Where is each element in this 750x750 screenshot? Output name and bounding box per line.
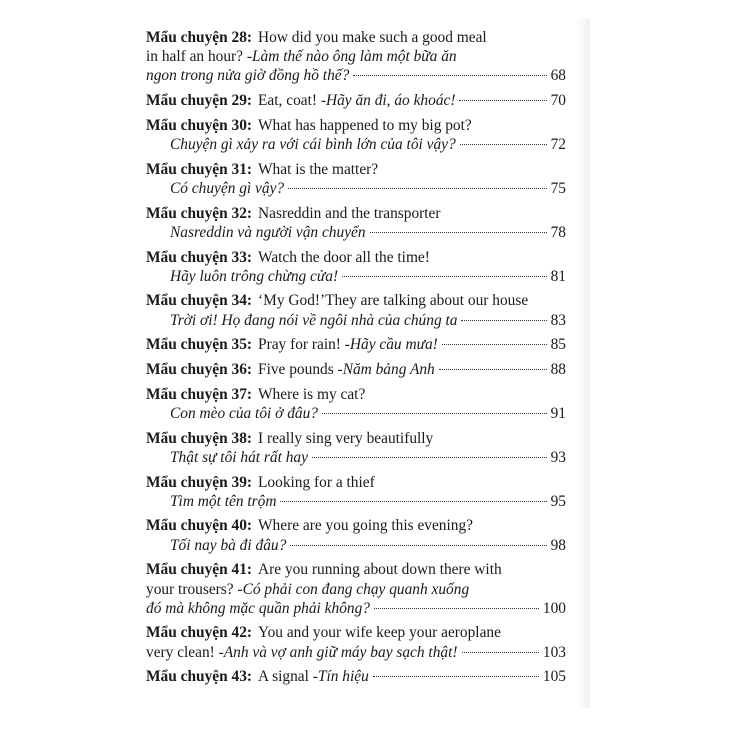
page-number: 103 xyxy=(542,643,566,661)
english-title: Looking for a thief xyxy=(258,473,375,491)
toc-line xyxy=(146,623,566,642)
english-title: very clean! - xyxy=(146,643,224,661)
vietnamese-title: đó mà không mặc quần phải không? xyxy=(146,599,370,617)
toc-entry xyxy=(146,28,566,86)
page-number: 85 xyxy=(550,336,566,354)
page-number: 68 xyxy=(550,67,566,85)
toc-line xyxy=(146,473,566,492)
entry-label: Mẩu chuyện 29: xyxy=(146,92,253,110)
toc-entry xyxy=(146,91,566,110)
english-title: your trousers? - xyxy=(146,580,243,598)
page-number: 83 xyxy=(550,311,566,329)
english-title: What is the matter? xyxy=(258,160,379,178)
dot-leader xyxy=(322,413,547,414)
page-number: 88 xyxy=(550,361,566,379)
english-title: in half an hour? - xyxy=(146,48,252,66)
english-title: Watch the door all the time! xyxy=(258,248,430,266)
toc-entry xyxy=(146,429,566,467)
page-number: 95 xyxy=(550,492,566,510)
dot-leader xyxy=(288,188,547,189)
entry-label: Mẩu chuyện 36: xyxy=(146,361,253,379)
toc-entry xyxy=(146,667,566,686)
toc-line xyxy=(146,311,566,330)
toc-entry xyxy=(146,204,566,242)
entry-label: Mẩu chuyện 30: xyxy=(146,116,253,134)
toc-line xyxy=(146,360,566,379)
english-title: Where are you going this evening? xyxy=(258,517,473,535)
vietnamese-title: Hãy luôn trông chừng cửa! xyxy=(170,267,339,285)
toc-line xyxy=(146,599,566,618)
vietnamese-title: Hãy ăn đi, áo khoác! xyxy=(325,92,456,110)
page-number: 93 xyxy=(550,448,566,466)
dot-leader xyxy=(312,457,547,458)
english-title: Five pounds - xyxy=(258,361,343,379)
toc-line xyxy=(146,335,566,354)
toc-line xyxy=(146,91,566,110)
entry-label: Mẩu chuyện 42: xyxy=(146,624,253,642)
toc-line xyxy=(146,560,566,579)
entry-label: Mẩu chuyện 33: xyxy=(146,248,253,266)
table-of-contents xyxy=(146,28,566,692)
dot-leader xyxy=(373,676,539,677)
vietnamese-title: Anh và vợ anh giữ máy bay sạch thật! xyxy=(223,643,458,661)
english-title: Nasreddin and the transporter xyxy=(258,204,441,222)
dot-leader xyxy=(442,344,547,345)
page-number: 78 xyxy=(550,223,566,241)
dot-leader xyxy=(290,545,546,546)
toc-line xyxy=(146,429,566,448)
english-title: I really sing very beautifully xyxy=(258,429,434,447)
vietnamese-title: Tín hiệu xyxy=(317,668,369,686)
entry-label: Mẩu chuyện 41: xyxy=(146,561,253,579)
toc-line xyxy=(146,179,566,198)
entry-label: Mẩu chuyện 35: xyxy=(146,336,253,354)
toc-line xyxy=(146,160,566,179)
entry-label: Mẩu chuyện 32: xyxy=(146,204,253,222)
page-number: 98 xyxy=(550,536,566,554)
toc-entry xyxy=(146,160,566,198)
english-title: ‘My God!’They are talking about our house xyxy=(258,292,529,310)
dot-leader xyxy=(280,501,546,502)
vietnamese-title: Năm bảng Anh xyxy=(342,361,435,379)
page-number: 81 xyxy=(550,267,566,285)
dot-leader xyxy=(374,608,539,609)
toc-line xyxy=(146,248,566,267)
dot-leader xyxy=(462,652,539,653)
dot-leader xyxy=(461,320,546,321)
page-number: 91 xyxy=(550,404,566,422)
toc-line xyxy=(146,643,566,662)
toc-entry xyxy=(146,291,566,329)
entry-label: Mẩu chuyện 43: xyxy=(146,668,253,686)
vietnamese-title: Có phải con đang chạy quanh xuống xyxy=(242,580,470,598)
page-number: 75 xyxy=(550,179,566,197)
vietnamese-title: Làm thế nào ông làm một bữa ăn xyxy=(251,48,457,66)
entry-label: Mẩu chuyện 40: xyxy=(146,517,253,535)
dot-leader xyxy=(439,369,547,370)
toc-line xyxy=(146,267,566,286)
entry-label: Mẩu chuyện 34: xyxy=(146,292,253,310)
entry-label: Mẩu chuyện 38: xyxy=(146,429,253,447)
toc-entry xyxy=(146,116,566,154)
toc-line xyxy=(146,28,566,47)
toc-line xyxy=(146,291,566,310)
entry-label: Mẩu chuyện 28: xyxy=(146,29,253,46)
vietnamese-title: Tối nay bà đi đâu? xyxy=(170,536,287,554)
toc-entry xyxy=(146,385,566,423)
page-number: 70 xyxy=(550,92,566,110)
vietnamese-title: Hãy cầu mưa! xyxy=(349,336,438,354)
toc-line xyxy=(146,66,566,85)
vietnamese-title: Chuyện gì xảy ra với cái bình lớn của tôi vậy? xyxy=(170,136,456,154)
toc-entry xyxy=(146,516,566,554)
toc-entry xyxy=(146,335,566,354)
entry-label: Mẩu chuyện 39: xyxy=(146,473,253,491)
vietnamese-title: Tìm một tên trộm xyxy=(170,492,277,510)
toc-line xyxy=(146,667,566,686)
toc-line xyxy=(146,204,566,223)
vietnamese-title: Nasreddin và người vận chuyển xyxy=(170,223,366,241)
page-edge xyxy=(576,18,590,708)
toc-entry xyxy=(146,560,566,618)
vietnamese-title: Có chuyện gì vậy? xyxy=(170,179,285,197)
vietnamese-title: ngon trong nửa giờ đồng hồ thế? xyxy=(146,67,350,85)
english-title: Are you running about down there with xyxy=(258,561,502,579)
vietnamese-title: Thật sự tôi hát rất hay xyxy=(170,448,308,466)
toc-line xyxy=(146,580,566,599)
toc-line xyxy=(146,223,566,242)
toc-line xyxy=(146,404,566,423)
english-title: Pray for rain! - xyxy=(258,336,350,354)
toc-line xyxy=(146,116,566,135)
entry-label: Mẩu chuyện 31: xyxy=(146,160,253,178)
toc-entry xyxy=(146,248,566,286)
english-title: How did you make such a good meal xyxy=(258,29,487,46)
toc-entry xyxy=(146,360,566,379)
vietnamese-title: Con mèo của tôi ở đâu? xyxy=(170,404,318,422)
dot-leader xyxy=(353,75,546,76)
english-title: What has happened to my big pot? xyxy=(258,116,472,134)
toc-entry xyxy=(146,473,566,511)
entry-label: Mẩu chuyện 37: xyxy=(146,385,253,403)
english-title: You and your wife keep your aeroplane xyxy=(258,624,501,642)
page-number: 105 xyxy=(542,668,566,686)
toc-line xyxy=(146,385,566,404)
toc-entry xyxy=(146,623,566,661)
english-title: Eat, coat! - xyxy=(258,92,326,110)
toc-line xyxy=(146,47,566,66)
toc-line xyxy=(146,492,566,511)
page-number: 72 xyxy=(550,136,566,154)
english-title: Where is my cat? xyxy=(258,385,366,403)
toc-line xyxy=(146,135,566,154)
dot-leader xyxy=(459,100,546,101)
page-number: 100 xyxy=(542,599,566,617)
dot-leader xyxy=(370,232,547,233)
english-title: A signal - xyxy=(258,668,318,686)
vietnamese-title: Trời ơi! Họ đang nói về ngôi nhà của chúng ta xyxy=(170,311,458,329)
dot-leader xyxy=(460,144,547,145)
dot-leader xyxy=(342,276,547,277)
toc-line xyxy=(146,516,566,535)
toc-line xyxy=(146,448,566,467)
toc-line xyxy=(146,536,566,555)
